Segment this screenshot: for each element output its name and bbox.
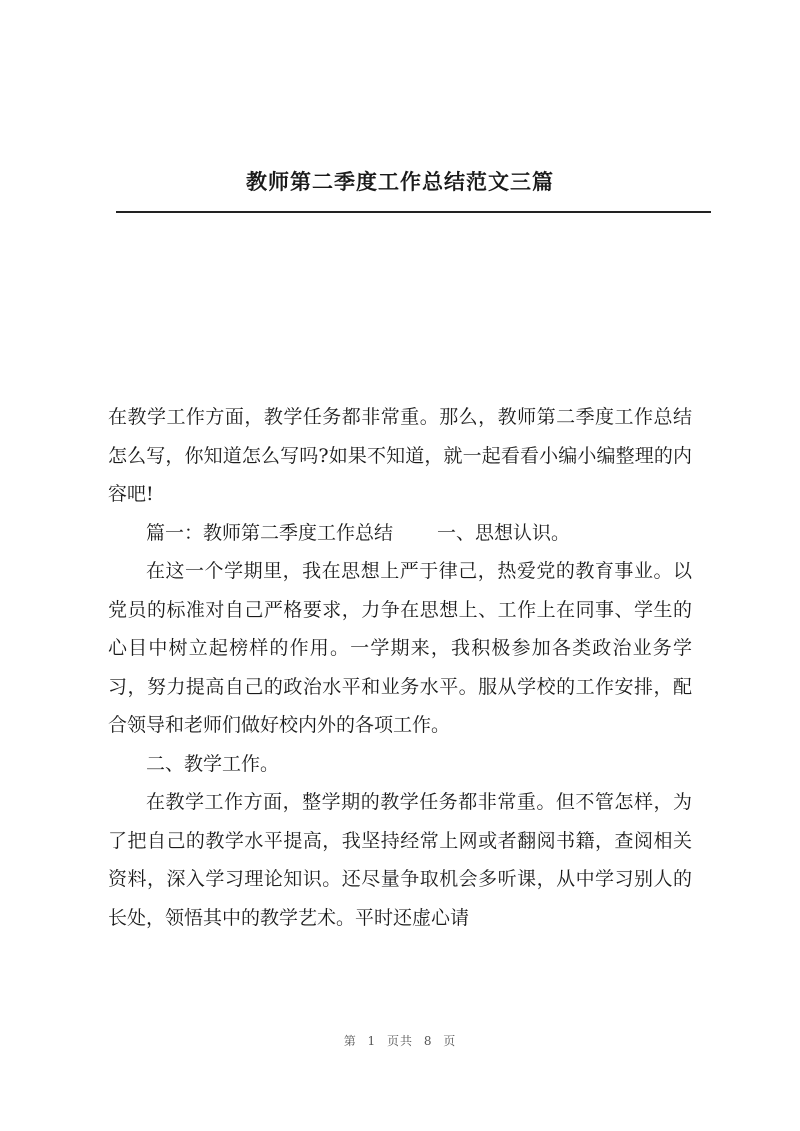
section-label: 篇一：教师第二季度工作总结 — [146, 521, 394, 544]
intro-paragraph: 在教学工作方面，教学任务都非常重。那么，教师第二季度工作总结怎么写，你知道怎么写吗?如果不知道，就一起看看小编小编整理的内容吧! — [108, 406, 692, 505]
heading-thought: 一、思想认识。 — [437, 521, 571, 544]
document-title: 教师第二季度工作总结范文三篇 — [246, 169, 554, 194]
section-line — [108, 514, 692, 553]
paragraph-thought: 在这一个学期里，我在思想上严于律己，热爱党的教育事业。以党员的标准对自己严格要求，力争在思想上、工作上在同事、学生的心目中树立起榜样的作用。一学期来，我积极参加各类政治业务学习，努力提高自己的政治水平和业务水平。服从学校的工作安排，配合领导和老师们做好校内外的各项工作。 — [108, 560, 692, 736]
title-divider — [116, 211, 711, 213]
heading-teaching: 二、教学工作。 — [146, 752, 280, 775]
document-body — [108, 398, 692, 937]
paragraph-teaching: 在教学工作方面，整学期的教学任务都非常重。但不管怎样，为了把自己的教学水平提高，我坚持经常上网或者翻阅书籍，查阅相关资料，深入学习理论知识。还尽量争取机会多听课，从中学习别人的长处，领悟其中的教学艺术。平时还虚心请 — [108, 791, 692, 929]
page-number: 第 1 页共 8 页 — [343, 1034, 457, 1048]
